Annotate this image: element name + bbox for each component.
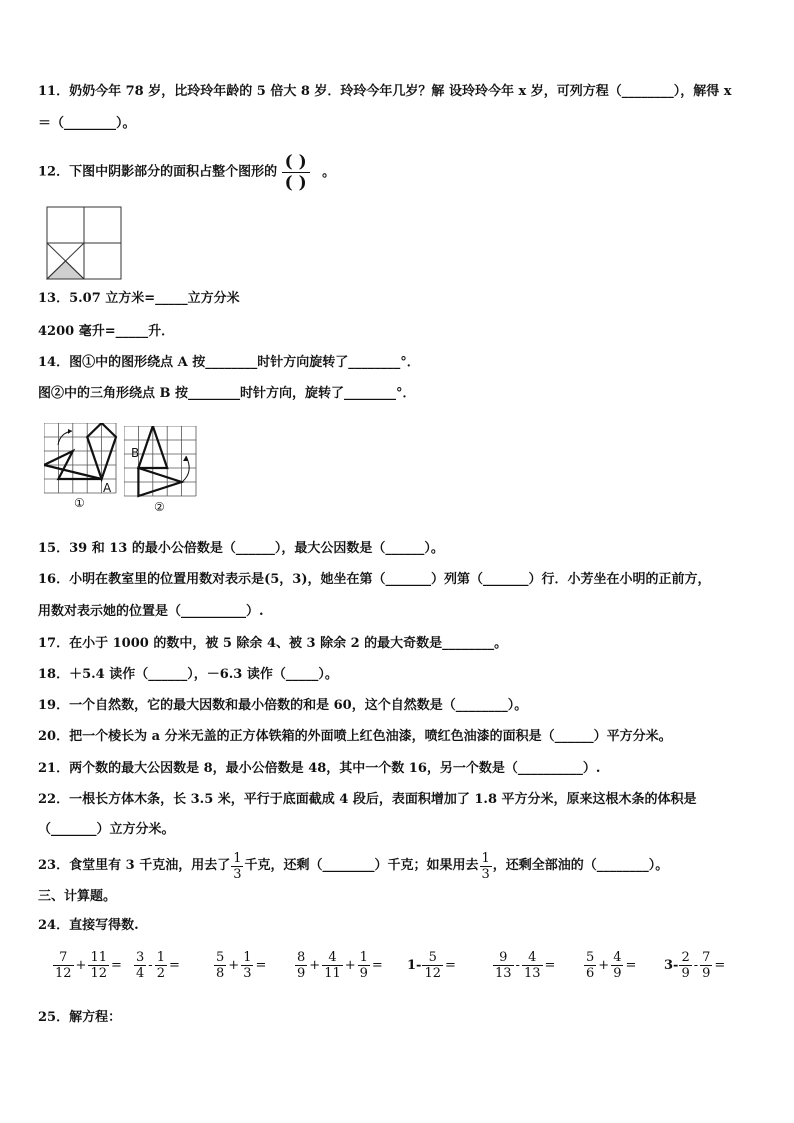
q24-item-3: $\frac{5}{8}$ + $\frac{1}{3}$ = [216,950,267,981]
q13-line1: 13．5.07 立方米=_____立方分米 [38,291,240,306]
q23-frac1-num: 1 [233,850,242,866]
q16-line1: 16．小明在教室里的位置用数对表示是(5，3)，她坐在第（_______）列第（_______）行．小芳坐在小明的正前方， [38,572,711,587]
q15-line: 15．39 和 13 的最小公倍数是（______），最大公因数是（______）。 [38,541,444,556]
q14-caption-1: ① [74,496,85,510]
q22-line1: 22．一根长方体木条，长 3.5 米，平行于底面截成 4 段后，表面积增加了 1.8 平方分米，原来这根木条的体积是 [38,792,697,807]
q13-line2: 4200 毫升=_____升． [38,324,175,339]
q12-frac-num: ( ) [282,152,310,173]
q11-line1: 11．奶奶今年 78 岁，比玲玲年龄的 5 倍大 8 岁．玲玲今年几岁？解 设玲玲今年 x 岁，可列方程（________），解得 x [38,84,732,99]
q14-caption-2: ② [154,500,165,514]
q14-point-b-label: B [131,446,140,460]
q24-title: 24．直接写得数. [38,918,139,933]
q24-item-2: $\frac{3}{4}$ - $\frac{1}{2}$ = [136,950,180,981]
q23-part1: 23．食堂里有 3 千克油，用去了 [38,858,231,873]
q12-shaded-square-figure [46,206,124,280]
q24-item-7: $\frac{5}{6}$ + $\frac{4}{9}$ = [586,950,637,981]
q22-line2: （_______）立方分米。 [38,822,175,837]
q19-line: 19．一个自然数，它的最大因数和最小倍数的和是 60，这个自然数是（________）。 [38,698,528,713]
q23-fraction-2 [480,851,492,882]
q23-frac2-num: 1 [481,850,490,866]
q14-point-a-label: A [103,481,112,495]
section-3-heading: 三、计算题。 [38,889,117,904]
q24-item-6: $\frac{9}{13}$ - $\frac{4}{13}$ = [495,950,556,981]
q18-line: 18．＋5.4 读作（______），－6.3 读作（_____）。 [38,667,338,682]
q11-line2: ＝（________）。 [38,116,136,131]
q21-line: 21．两个数的最大公因数是 8，最小公倍数是 48，其中一个数 16，另一个数是（__________）. [38,761,601,776]
q16-line2: 用数对表示她的位置是（__________）. [38,604,264,619]
q20-line: 20．把一个棱长为 a 分米无盖的正方体铁箱的外面喷上红色油漆，喷红色油漆的面积是（______）平方分米。 [38,729,672,744]
q24-item-8: 3- $\frac{2}{9}$ - $\frac{7}{9}$ = [664,950,726,981]
q24-item-4: $\frac{8}{9}$ + $\frac{4}{11}$ + $\frac{1}{9}$ = [297,950,383,981]
q12-text: 12．下图中阴影部分的面积占整个图形的 [38,164,278,180]
q23-frac1-den: 3 [233,866,242,882]
q23-line [38,848,668,885]
q23-frac2-den: 3 [481,866,490,882]
q24-item-1: $\frac{7}{12}$ + $\frac{11}{12}$ = [55,950,122,981]
q12-tail: 。 [322,164,336,180]
q23-part2: 千克，还剩（________）千克；如果用去 [244,858,479,873]
q14-line1: 14．图①中的图形绕点 A 按________时针方向旋转了________°． [38,355,420,370]
q14-figure-2-rotation [124,426,198,498]
q25-title: 25．解方程： [38,1010,122,1025]
q12-line [38,152,335,193]
q23-fraction-1 [231,851,243,882]
q23-part3: ，还剩全部油的（________）。 [492,858,669,873]
q12-frac-den: ( ) [284,173,307,193]
q17-line: 17．在小于 1000 的数中，被 5 除余 4、被 3 除余 2 的最大奇数是________。 [38,636,508,651]
q24-item-5: 1- $\frac{5}{12}$ = [407,950,456,981]
q14-line2: 图②中的三角形绕点 B 按________时针方向，旋转了________°． [38,386,416,401]
q12-fraction-blank [282,152,310,193]
